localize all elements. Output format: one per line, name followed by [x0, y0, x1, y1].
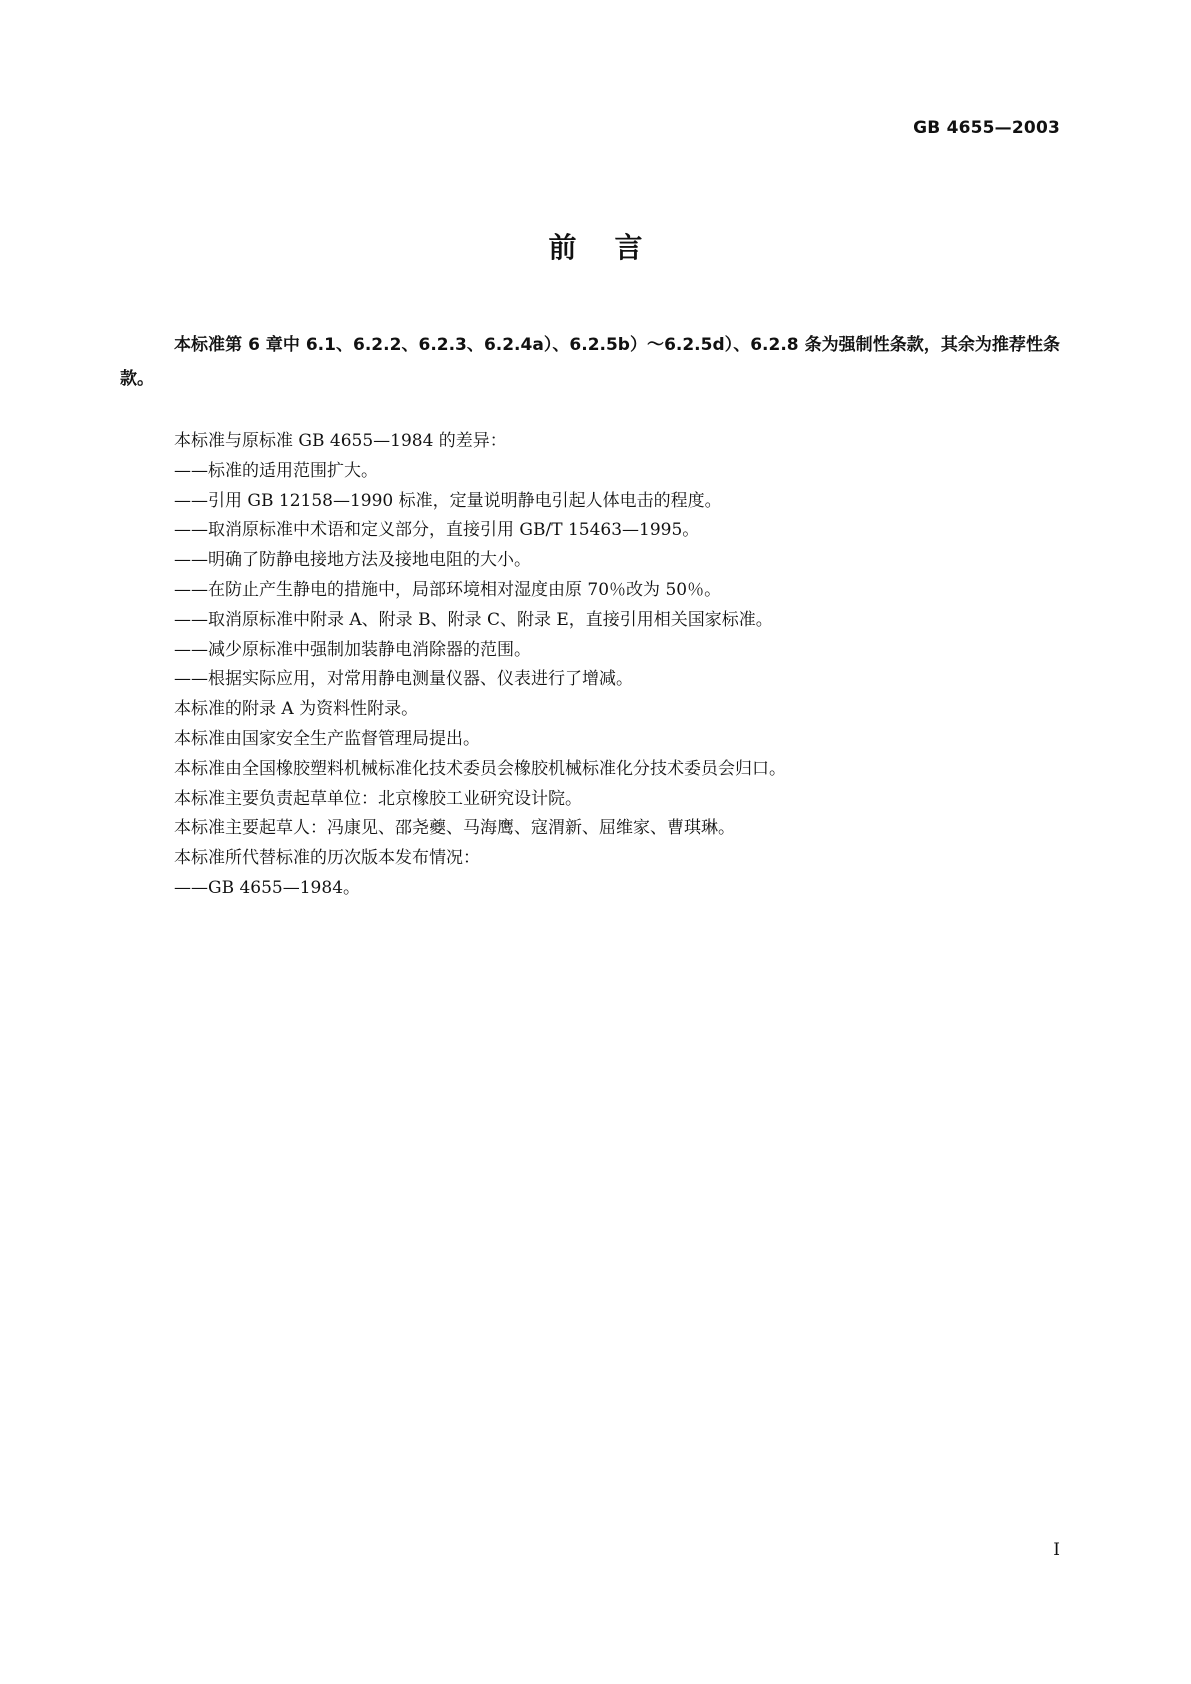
- body-line: ——取消原标准中术语和定义部分，直接引用 GB/T 15463—1995。: [174, 520, 700, 541]
- body-line: 本标准所代替标准的历次版本发布情况：: [174, 848, 480, 869]
- body-line: ——明确了防静电接地方法及接地电阻的大小。: [174, 550, 531, 571]
- body-line: ——根据实际应用，对常用静电测量仪器、仪表进行了增减。: [174, 669, 633, 690]
- body-line: 本标准由全国橡胶塑料机械标准化技术委员会橡胶机械标准化分技术委员会归口。: [174, 758, 786, 779]
- body-line: 本标准由国家安全生产监督管理局提出。: [174, 728, 480, 749]
- body-line: ——引用 GB 12158—1990 标准，定量说明静电引起人体电击的程度。: [174, 490, 722, 511]
- body-line: ——标准的适用范围扩大。: [174, 460, 378, 481]
- standard-number: GB 4655—2003: [913, 118, 1060, 138]
- body-line: ——在防止产生静电的措施中，局部环境相对湿度由原 70％改为 50％。: [174, 579, 722, 600]
- body-line: 本标准主要起草人：冯康见、邵尧夔、马海鹰、寇渭新、屈维家、曹琪琳。: [174, 818, 735, 839]
- mandatory-clause-paragraph: 本标准第 6 章中 6.1、6.2.2、6.2.3、6.2.4a）、6.2.5b）～6.2.5d）、6.2.8 条为强制性条款，其余为推荐性条款。: [120, 335, 1060, 389]
- foreword-body: [174, 427, 1074, 904]
- page-title: 前言: [548, 231, 681, 264]
- page-number: I: [1053, 1540, 1060, 1560]
- body-line: 本标准的附录 A 为资料性附录。: [174, 699, 419, 720]
- body-line: 本标准与原标准 GB 4655—1984 的差异：: [174, 431, 507, 451]
- body-line: ——取消原标准中附录 A、附录 B、附录 C、附录 E，直接引用相关国家标准。: [174, 609, 773, 630]
- body-line: ——减少原标准中强制加装静电消除器的范围。: [174, 639, 531, 660]
- body-line: 本标准主要负责起草单位：北京橡胶工业研究设计院。: [174, 788, 582, 809]
- body-line: ——GB 4655—1984。: [174, 877, 361, 898]
